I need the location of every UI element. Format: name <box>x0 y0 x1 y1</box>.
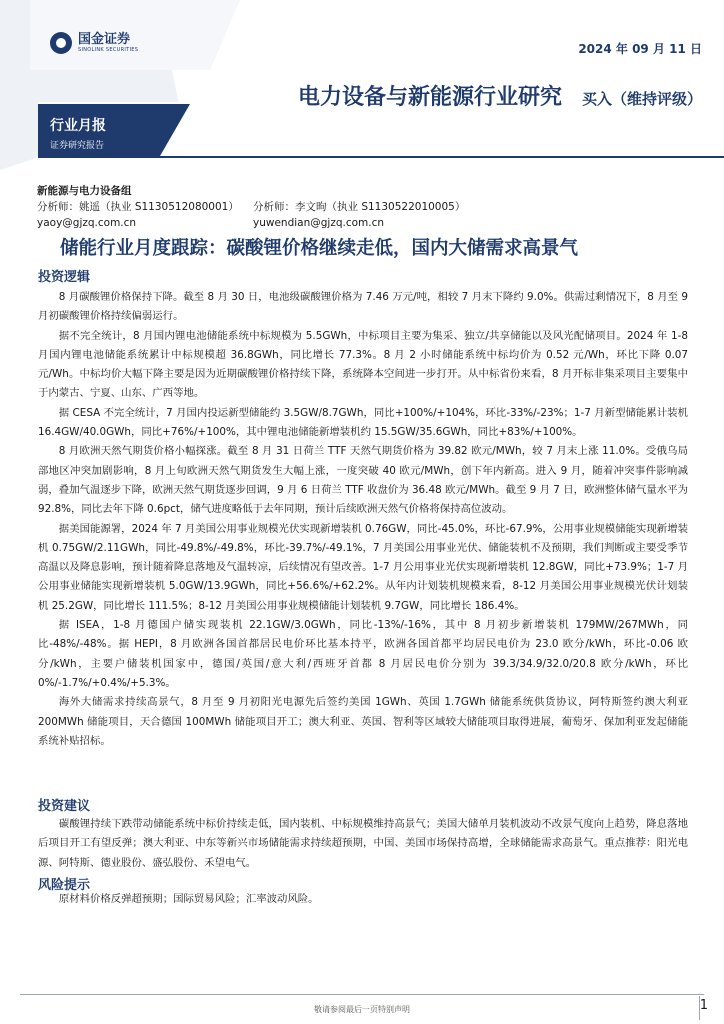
paragraph: 据不完全统计，8 月国内锂电池储能系统中标规模为 5.5GWh，中标项目主要为集采、独立/共享储能以及风光配储项目。2024 年 1-8 月国内锂电池储能系统累计中标规模超 36.8GWh，同比增长 77.3%。8 月 2 小时储能系统中标均价为 0.52 元/Wh，环比下降 0.07 元/Wh。中标均价大幅下降主要是因为近期碳酸锂价格持续下降，系统降本空间进一步打开。从中标省份来看，8 月开标非集采项目主要集中于内蒙古、宁夏、山东、广西等地。 <box>38 329 688 400</box>
analyst-1: 分析师：姚遥（执业 S1130512080001） <box>37 201 239 213</box>
advice-body <box>38 815 688 873</box>
section-heading-logic: 投资逻辑 <box>38 270 91 285</box>
industry-title: 电力设备与新能源行业研究 <box>297 85 562 110</box>
rating-badge: 买入（维持评级） <box>581 90 702 108</box>
paragraph: 据美国能源署，2024 年 7 月美国公用事业规模光伏实现新增装机 0.76GW，同比-45.0%，环比-67.9%，公用事业规模储能实现新增装机 0.75GW/2.11GWh，同比-49.8%/-49.8%，环比-39.7%/-49.1%，7 月美国公用事业光伏、储能装机不及预期，我们判断或主要受季节高温以及降息影响，预计随着降息落地及气温转凉，后续情况有望改善。1-7 月公用事业光伏实现新增装机 12.8GW，同比+73.9%；1-7 月公用事业储能实现新增装机 5.0GW/13.9GWh，同比+56.6%/+62.2%。从年内计划装机规模来看，8-12 月美国公用事业规模光伏计划装机 25.2GW，同比增长 111.5%；8-12 月美国公用事业规模储能计划装机 9.7GW，同比增长 186.4%。 <box>38 522 688 612</box>
paragraph: 碳酸锂持续下跌带动储能系统中标价持续走低，国内装机、中标规模维持高景气；美国大储单月装机波动不改景气度向上趋势，降息落地后项目开工有望反弹；澳大利亚、中东等新兴市场储能需求持续超预期，中国、美国市场保持高增，全球储能需求高景气。重点推荐：阳光电源、阿特斯、德业股份、盛弘股份、禾望电气。 <box>38 818 688 869</box>
risk-body <box>38 890 688 909</box>
analyst-block <box>37 183 465 231</box>
analyst-group: 新能源与电力设备组 <box>37 185 132 197</box>
section-heading-advice: 投资建议 <box>38 799 91 814</box>
report-headline: 储能行业月度跟踪：碳酸锂价格继续走低，国内大储需求高景气 <box>60 238 579 259</box>
section-heading-risk: 风险提示 <box>38 878 91 893</box>
footer-disclaimer[interactable]: 敬请参阅最后一页特别声明 <box>314 1005 410 1014</box>
paragraph: 8 月碳酸锂价格保持下降。截至 8 月 30 日，电池级碳酸锂价格为 7.46 万元/吨，相较 7 月末下降约 9.0%。供需过剩情况下，8 月至 9 月初碳酸锂价格持续偏弱运行。 <box>38 291 688 323</box>
report-date: 2024 年 09 月 11 日 <box>578 42 702 56</box>
analyst-1-email[interactable]: yaoy@gjzq.com.cn <box>37 217 137 229</box>
paragraph: 据 ISEA，1-8 月德国户储实现装机 22.1GW/3.0GWh，同比-13%/-16%，其中 8 月初步新增装机 179MW/267MWh，同比-48%/-48%。据 HEPI，8 月欧洲各国首都居民电价环比基本持平，欧洲各国首都平均居民电价为 23.0 欧分/kWh，环比-0.06 欧分/kWh，主要户储装机国家中，德国/英国/意大利/西班牙首都 8 月居民电价分别为 39.3/34.9/32.0/20.8 欧分/kWh，环比 0%/-1.7%/+0.4%/+5.3%。 <box>38 619 688 689</box>
logo-icon <box>50 32 72 54</box>
company-logo <box>50 32 138 54</box>
report-subtype: 证券研究报告 <box>50 141 105 151</box>
logic-body <box>38 288 688 751</box>
report-title <box>298 80 702 111</box>
report-type: 行业月报 <box>50 118 106 134</box>
logo-name-en: SINOLINK SECURITIES <box>78 46 139 53</box>
paragraph: 原材料价格反弹超预期；国际贸易风险；汇率波动风险。 <box>58 893 319 905</box>
paragraph: 据 CESA 不完全统计，7 月国内投运新型储能约 3.5GW/8.7GWh，同比+100%/+104%，环比-33%/-23%；1-7 月新型储能累计装机 16.4GW/40.0GWh，同比+76%/+100%，其中锂电池储能新增装机约 15.5GW/35.6GWh，同比+83%/+100%。 <box>38 406 688 439</box>
paragraph: 海外大储需求持续高景气，8 月至 9 月初阳光电源先后签约美国 1GWh、英国 1.7GWh 储能系统供货协议，阿特斯签约澳大利亚 200MWh 储能项目，天合德国 100MWh 储能项目开工；澳大利亚、英国、智利等区域较大储能项目取得进展，葡萄牙、保加利亚发起储能系统补贴招标。 <box>38 696 688 747</box>
paragraph: 8 月欧洲天然气期货价格小幅探涨。截至 8 月 31 日荷兰 TTF 天然气期货价格为 39.82 欧元/MWh，较 7 月末上涨 11.0%。受俄乌局部地区冲突加剧影响，8 月上旬欧洲天然气期货发生大幅上涨，一度突破 40 欧元/MWh，创下年内新高。进入 9 月，随着冲突事件影响减弱，叠加气温逐步下降，欧洲天然气期货逐步回调，9 月 6 日荷兰 TTF 收盘价为 36.48 欧元/MWh。截至 9 月 7 日，欧洲整体储气量水平为 92.8%，同比去年下降 0.6pct，储气进度略低于去年同期，预计后续欧洲天然气价格将保持高位波动。 <box>38 445 688 516</box>
logo-name-cn: 国金证券 <box>78 31 131 47</box>
footer-divider <box>20 994 704 995</box>
page-number: 1 <box>699 998 708 1013</box>
analyst-2: 分析师：李文昫（执业 S1130522010005） <box>253 201 466 213</box>
analyst-2-email[interactable]: yuwendian@gjzq.com.cn <box>253 217 385 229</box>
report-header <box>0 0 724 170</box>
